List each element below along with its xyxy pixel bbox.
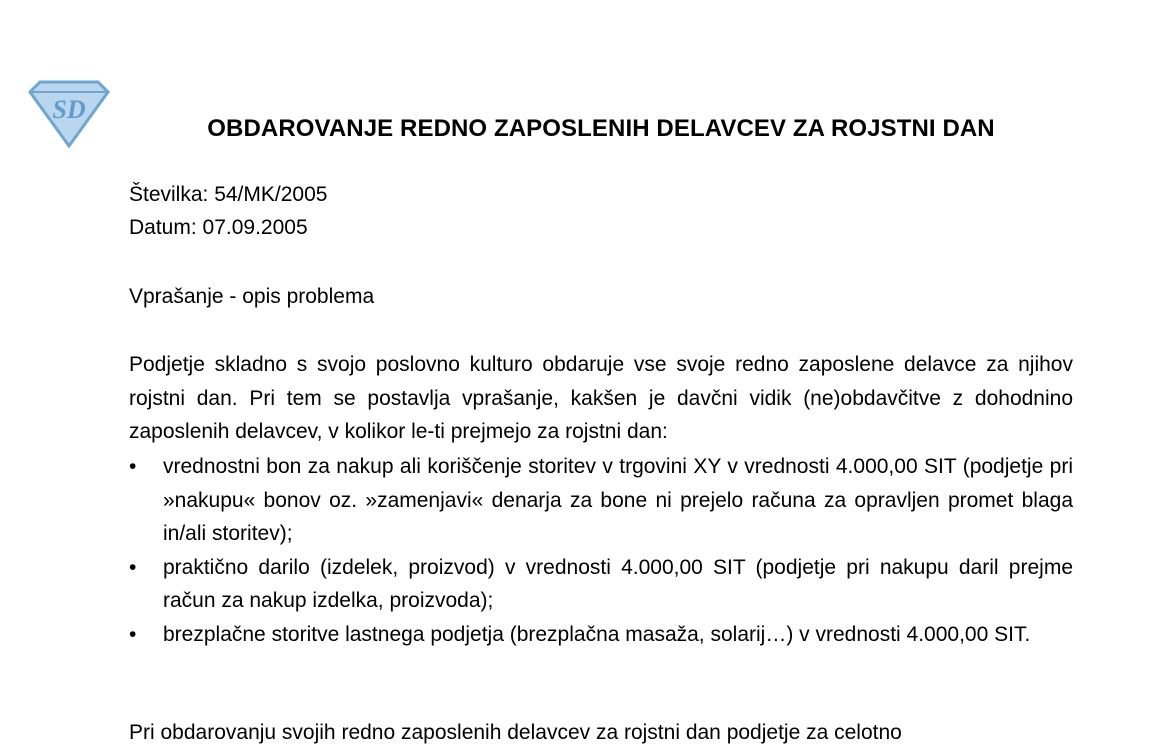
document-title: OBDAROVANJE REDNO ZAPOSLENIH DELAVCEV ZA ROJSTNI DAN — [207, 115, 995, 142]
gift-options-list — [129, 450, 1073, 651]
bullet-icon: • — [129, 555, 137, 579]
bullet-icon: • — [129, 455, 137, 478]
list-item — [129, 450, 1073, 551]
section-heading: Vprašanje - opis problema — [129, 285, 375, 308]
list-item-text: vrednostni bon za nakup ali koriščenje storitev v trgovini XY v vrednosti 4.000,00 SIT (podjetje pri »nakupu« bonov oz. »zamenjavi« denarja za bone ni prejelo računa za opravljen promet blaga in/ali storitev); — [163, 455, 1073, 545]
intro-paragraph: Podjetje skladno s svojo poslovno kulturo obdaruje vse svoje redno zaposlene delavce za njihov rojstni dan. Pri tem se postavlja vprašanje, kakšen je davčni vidik (ne)obdavčitve z dohodnino zaposlenih delavcev, v kolikor le-ti prejmejo za rojstni dan: — [129, 353, 1073, 443]
list-item-text: brezplačne storitve lastnega podjetja (brezplačna masaža, solarij…) v vrednosti 4.000,00 SIT. — [163, 622, 1031, 646]
document-date: Datum: 07.09.2005 — [129, 216, 308, 239]
document-number: Številka: 54/MK/2005 — [129, 183, 328, 206]
list-item-text: praktično darilo (izdelek, proizvod) v vrednosti 4.000,00 SIT (podjetje pri nakupu daril prejme račun za nakup izdelka, proizvoda); — [163, 555, 1073, 612]
closing-paragraph: Pri obdarovanju svojih redno zaposlenih delavcev za rojstni dan podjetje za celotno — [129, 721, 902, 744]
bullet-icon: • — [129, 622, 137, 646]
logo-text: SD — [52, 95, 86, 124]
list-item — [129, 618, 1073, 652]
list-item — [129, 551, 1073, 618]
